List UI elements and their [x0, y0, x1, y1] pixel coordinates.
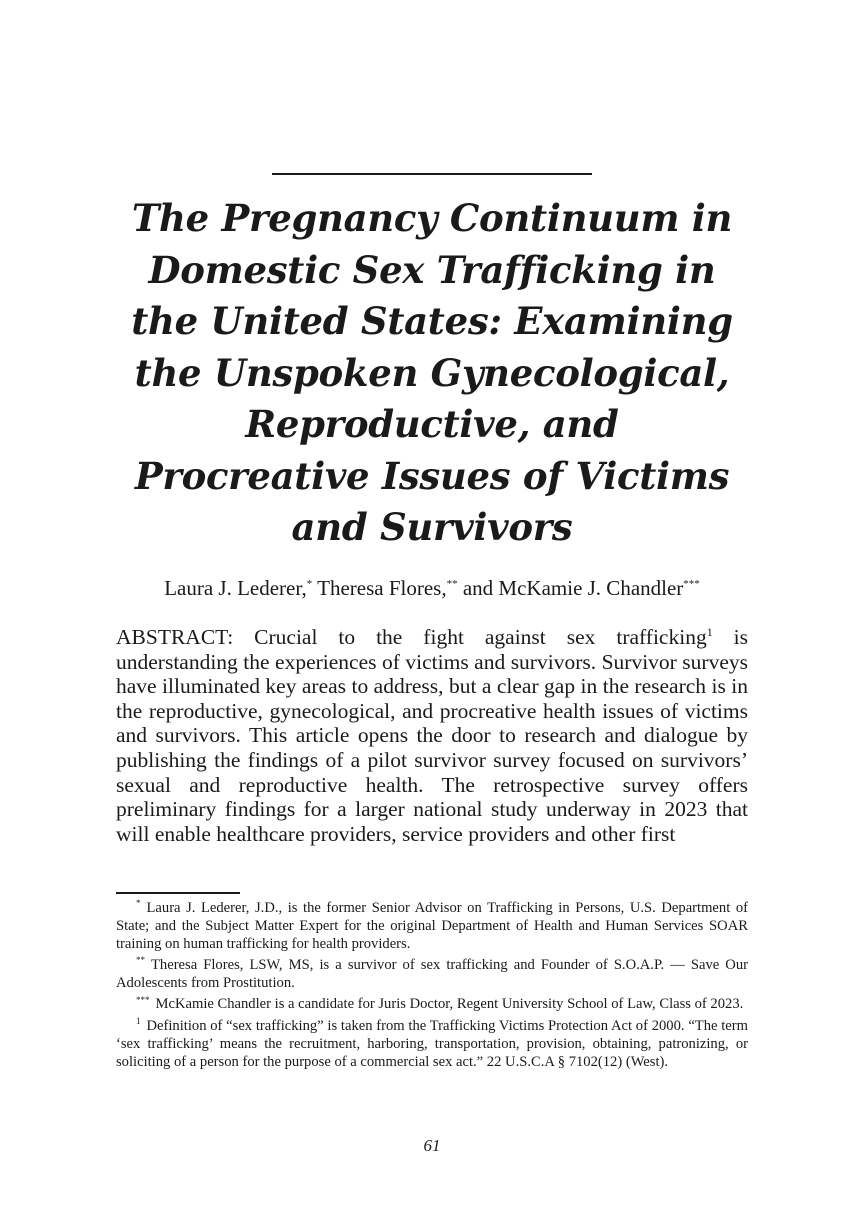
footnote-text: Theresa Flores, LSW, MS, is a survivor of sex trafficking and Founder of S.O.A.P. — Save Our Adolescents from Prostitution.	[116, 957, 748, 992]
footnote	[116, 1017, 748, 1071]
footnote-text: McKamie Chandler is a candidate for Juris Doctor, Regent University School of Law, Class of 2023.	[155, 996, 744, 1013]
article-title	[100, 193, 764, 554]
footnote-mark: ***	[136, 994, 150, 1005]
footnote-rule	[116, 892, 240, 894]
footnote-ref: 1	[706, 624, 713, 639]
author-lederer: Laura J. Lederer,	[164, 576, 307, 600]
page-number: 61	[423, 1136, 441, 1155]
footnote-text: Definition of “sex trafficking” is taken from the Trafficking Victims Protection Act of 2000. “The term ‘sex trafficking’ means the recruitment, harboring, transportation, provision, obtaining, patronizing, or soliciting of a person for the purpose of a commercial sex act.” 22 U.S.C.A § 7102(12) (West).	[116, 1017, 748, 1070]
title-line: and Survivors	[291, 505, 573, 549]
abstract-paragraph	[116, 625, 748, 846]
footnote-mark: *	[306, 578, 313, 590]
footnote-mark: ***	[683, 578, 700, 590]
title-line: Procreative Issues of Victims	[134, 453, 730, 498]
author-line	[100, 574, 764, 602]
title-top-rule	[272, 173, 592, 175]
footnote	[116, 956, 748, 992]
footnote	[116, 899, 748, 953]
footnote	[116, 995, 748, 1013]
footnote-text: Laura J. Lederer, J.D., is the former Senior Advisor on Trafficking in Persons, U.S. Department of State; and the Subject Matter Expert for the original Department of Health and Human Services SOAR training on human trafficking for health providers.	[116, 900, 748, 953]
author-flores: Theresa Flores,	[312, 576, 447, 600]
title-line: The Pregnancy Continuum in	[131, 196, 733, 240]
footnote-mark: **	[136, 955, 145, 966]
footnotes	[116, 899, 748, 1074]
abstract-text: is understanding the experiences of victims and survivors. Survivor surveys have illuminated key areas to address, but a clear gap in the research is in the reproductive, gynecological, and procreative health issues of victims and survivors. This article opens the door to research and dialogue by publishing the findings of a pilot survivor survey focused on survivors’ sexual and reproductive health. The retrospective survey offers preliminary findings for a larger national study underway in 2023 that will enable healthcare providers, service providers and other first	[116, 625, 749, 846]
footnote-mark: 1	[136, 1015, 141, 1026]
title-line: the United States: Examining	[131, 299, 733, 343]
footnote-mark: **	[446, 578, 458, 590]
title-line: the Unspoken Gynecological,	[134, 350, 730, 395]
footnote-mark: *	[136, 898, 141, 909]
title-line: Reproductive, and	[245, 402, 619, 446]
title-line: Domestic Sex Trafficking in	[148, 247, 716, 292]
author-chandler: and McKamie J. Chandler	[457, 576, 684, 600]
abstract-text: ABSTRACT: Crucial to the fight against sex trafficking	[116, 625, 707, 649]
